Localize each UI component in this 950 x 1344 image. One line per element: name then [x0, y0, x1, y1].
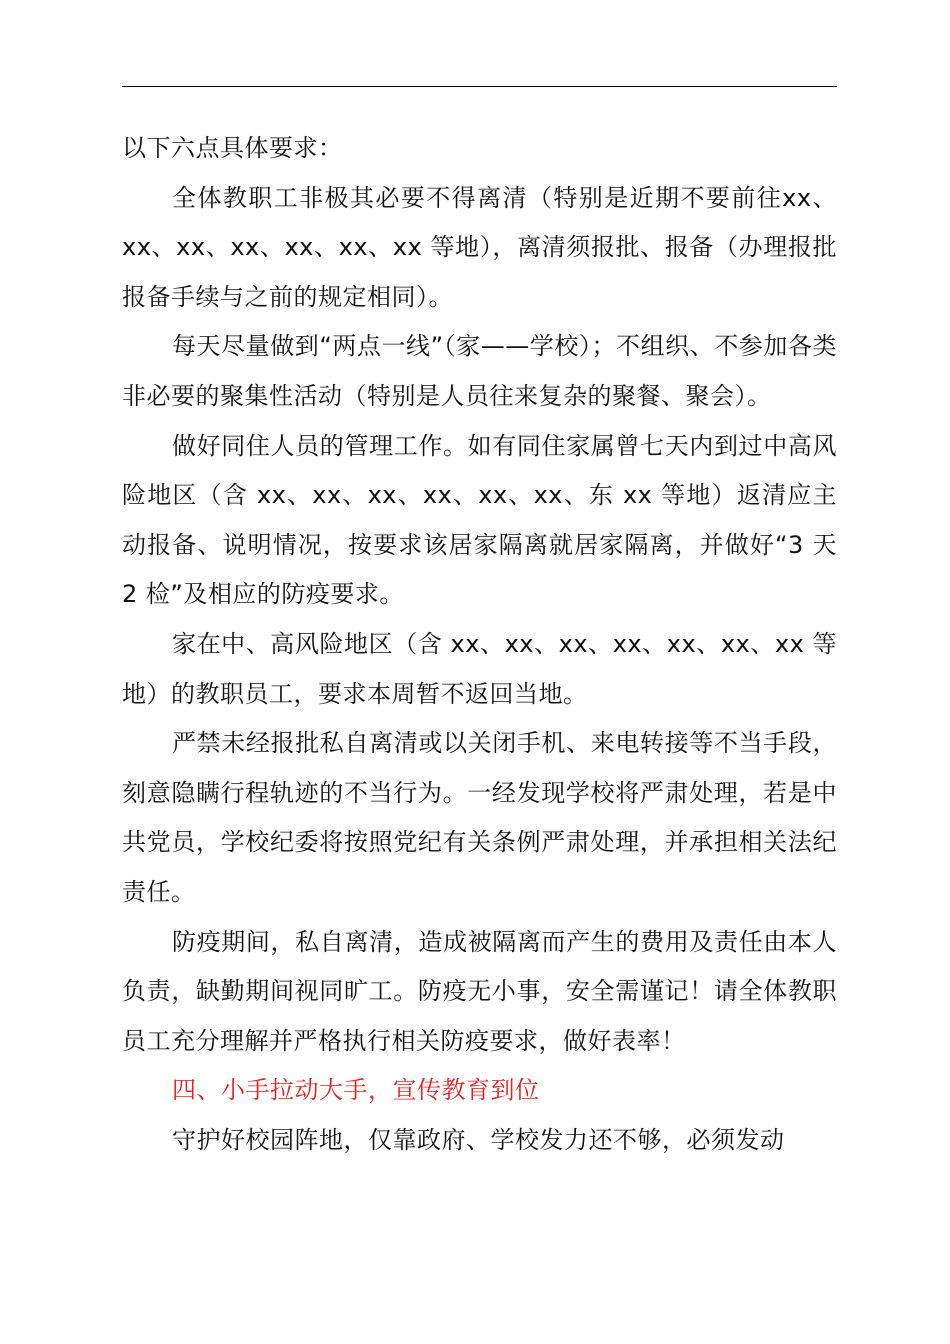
paragraph-high-risk-area-staff: 家在中、高风险地区（含 xx、xx、xx、xx、xx、xx、xx 等地）的教职员工，要求本周暂不返回当地。 — [122, 629, 837, 708]
paragraph-prohibition: 严禁未经报批私自离清或以关闭手机、来电转接等不当手段，刻意隐瞒行程轨迹的不当行为。一经发现学校将严肃处理，若是中共党员，学校纪委将按照党纪有关条例严肃处理，并承担相关法纪责任。 — [122, 729, 837, 906]
paragraph-responsibility: 防疫期间，私自离清，造成被隔离而产生的费用及责任由本人负责，缺勤期间视同旷工。防疫无小事，安全需谨记！请全体教职员工充分理解并严格执行相关防疫要求，做好表率！ — [122, 927, 837, 1055]
paragraph-closing: 守护好校园阵地，仅靠政府、学校发力还不够，必须发动 — [172, 1125, 785, 1154]
paragraph-cohabitant-management: 做好同住人员的管理工作。如有同住家属曾七天内到过中高风险地区（含 xx、xx、xx、xx、xx、xx、东 xx 等地）返清应主动报备、说明情况，按要求该居家隔离就居家隔离，并做好“3 天 2 检”及相应的防疫要求。 — [122, 431, 837, 609]
paragraph-two-points-one-line: 每天尽量做到“两点一线”（家——学校）；不组织、不参加各类非必要的聚集性活动（特别是人员往来复杂的聚餐、聚会）。 — [122, 332, 837, 410]
paragraph-intro: 以下六点具体要求： — [122, 134, 343, 162]
section-heading: 四、小手拉动大手，宣传教育到位 — [172, 1076, 540, 1105]
header-rule — [122, 86, 837, 87]
paragraph-travel-requirement: 全体教职工非极其必要不得离清（特别是近期不要前往xx、xx、xx、xx、xx、xx、xx 等地），离清须报批、报备（办理报批报备手续与之前的规定相同）。 — [122, 183, 837, 311]
document-body — [122, 124, 837, 1165]
